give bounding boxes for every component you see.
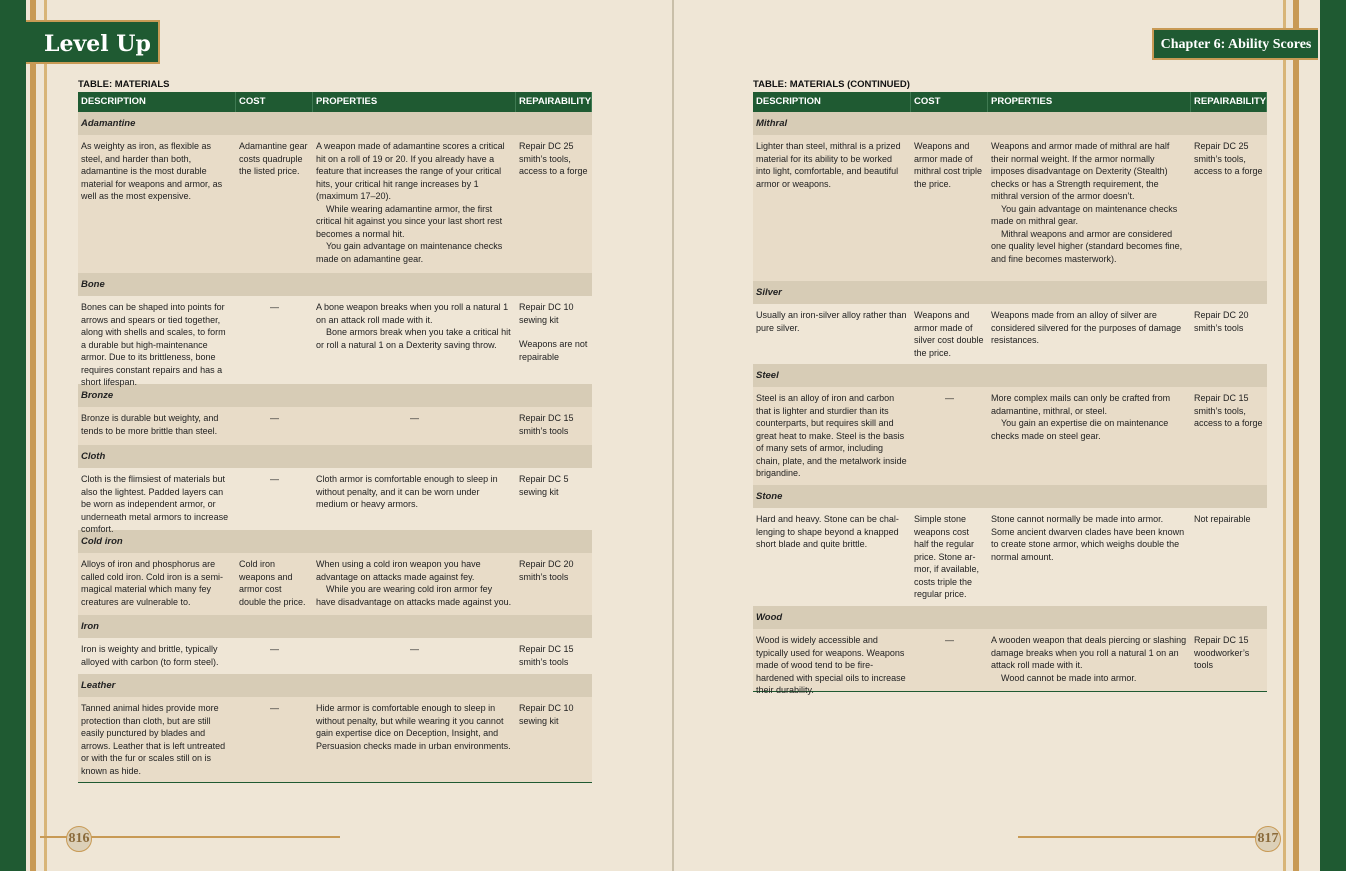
table-row bbox=[753, 508, 1267, 606]
table-header bbox=[78, 92, 592, 112]
description-cell: Wood is widely accessible and typically used for weapons. Weapons made of wood tend to be fire-hardened with special oils to increase their durability. bbox=[756, 635, 906, 695]
properties-paragraph: Weapons and armor made of mithral are half their normal weight. If the armor normally imposes disadvantage on Dexterity (Stealth) checks or has a Strength requirement, the mithral version of the armor doesn’t. bbox=[991, 141, 1170, 201]
cost-cell: Adamantine gear costs quadruple the listed price. bbox=[239, 141, 308, 176]
page-gutter bbox=[672, 0, 674, 871]
material-category: Mithral bbox=[753, 112, 1267, 135]
properties-paragraph: You gain advantage on maintenance checks made on adamantine gear. bbox=[316, 241, 503, 264]
cost-cell: Weapons and armor made of silver cost double the price. bbox=[914, 310, 984, 358]
repairability-cell bbox=[1191, 309, 1267, 359]
left-page-number: 816 bbox=[66, 826, 92, 852]
description-cell: Usually an iron-silver alloy rather than pure silver. bbox=[756, 310, 907, 333]
properties-paragraph: Mithral weapons and armor are considered one quality level higher (standard becomes fine, and fine becomes masterwork). bbox=[991, 228, 1183, 264]
repairability-paragraph: Repair DC 20 smith’s tools bbox=[1194, 310, 1249, 333]
material-category: Iron bbox=[78, 615, 592, 638]
materials-table-continued bbox=[753, 79, 1267, 695]
repairability-cell bbox=[516, 702, 592, 777]
properties-paragraph: Hide armor is comfortable enough to sleep in without penalty, but while wearing it you cannot gain expertise dice on Deception, Insight, and Persuasion checks made in urban environments. bbox=[316, 703, 511, 751]
table-row bbox=[78, 407, 592, 445]
right-page-number: 817 bbox=[1255, 826, 1281, 852]
material-category: Adamantine bbox=[78, 112, 592, 135]
material-category: Silver bbox=[753, 281, 1267, 304]
repairability-cell bbox=[516, 412, 592, 440]
properties-cell bbox=[313, 702, 516, 777]
repairability-paragraph: Repair DC 10 sewing kit bbox=[519, 703, 574, 726]
repairability-cell bbox=[1191, 513, 1267, 601]
cost-cell: — bbox=[270, 413, 279, 423]
repairability-paragraph: Weapons are not repairable bbox=[519, 339, 588, 362]
header-cost: COST bbox=[911, 92, 988, 112]
cost-cell: Simple stone weapons cost half the regular price. Stone ar-mor, if available, costs triple the regular price. bbox=[914, 514, 980, 599]
table-bottom-rule bbox=[78, 782, 592, 783]
properties-paragraph: — bbox=[410, 413, 419, 423]
properties-cell bbox=[988, 513, 1191, 601]
repairability-paragraph: Not repairable bbox=[1194, 514, 1251, 524]
repairability-paragraph: Repair DC 15 smith’s tools bbox=[519, 413, 574, 436]
properties-paragraph: A weapon made of adamantine scores a critical hit on a roll of 19 or 20. If you already have a feature that increases the range of your critical hits, your critical hit range increases by 1 (maximum 17–20). bbox=[316, 141, 505, 201]
cost-cell: Cold iron weapons and armor cost double the price. bbox=[239, 559, 306, 607]
description-cell: Iron is weighty and brittle, typically alloyed with carbon (to form steel). bbox=[81, 644, 219, 667]
header-properties: PROPERTIES bbox=[988, 92, 1191, 112]
repairability-cell bbox=[516, 140, 592, 268]
properties-cell bbox=[988, 140, 1191, 276]
properties-cell bbox=[988, 392, 1191, 480]
right-bottom-rule bbox=[1018, 836, 1258, 838]
cost-cell: — bbox=[270, 644, 279, 654]
properties-cell bbox=[313, 412, 516, 440]
repairability-paragraph: Repair DC 15 smith’s tools bbox=[519, 644, 574, 667]
description-cell: As weighty as iron, as flexible as steel, and harder than both, adamantine is the most durable material for weapons and armor, as well as the most expensive. bbox=[81, 141, 223, 201]
material-category: Bone bbox=[78, 273, 592, 296]
properties-paragraph: A wooden weapon that deals piercing or slashing damage breaks when you roll a natural 1 on an attack roll made with it. bbox=[991, 635, 1187, 670]
properties-paragraph: You gain an expertise die on maintenance checks made on steel gear. bbox=[991, 418, 1169, 441]
description-cell: Alloys of iron and phosphorus are called cold iron. Cold iron is a semi-magical material which many fey creatures are vulnerable to. bbox=[81, 559, 224, 607]
properties-paragraph: While you are wearing cold iron armor fey have disadvantage on attacks made against you. bbox=[316, 584, 512, 607]
header-description: DESCRIPTION bbox=[753, 92, 911, 112]
table-bottom-rule bbox=[753, 691, 1267, 692]
table-row bbox=[78, 638, 592, 674]
repairability-paragraph: Repair DC 10 sewing kit bbox=[519, 302, 574, 325]
description-cell: Hard and heavy. Stone can be chal-lenging to shape beyond a knapped short blade and quite brittle. bbox=[756, 514, 899, 549]
left-vine-border-inner bbox=[44, 0, 47, 871]
table-title: TABLE: MATERIALS (CONTINUED) bbox=[753, 79, 910, 90]
header-description: DESCRIPTION bbox=[78, 92, 236, 112]
repairability-cell bbox=[1191, 634, 1267, 686]
material-category: Stone bbox=[753, 485, 1267, 508]
properties-cell bbox=[313, 301, 516, 379]
properties-cell bbox=[313, 473, 516, 525]
description-cell: Bones can be shaped into points for arrows and spears or tied together, along with shells and scales, to form a durable but high-maintenance armor. Due to its brittleness, bone requires constant repairs and has a short lifespan. bbox=[81, 302, 226, 387]
description-cell: Cloth is the flimsiest of materials but also the lightest. Padded layers can be worn as independent armor, or underneath metal armors to increase comfort. bbox=[81, 474, 229, 534]
properties-paragraph: — bbox=[410, 644, 419, 654]
material-category: Wood bbox=[753, 606, 1267, 629]
description-cell: Steel is an alloy of iron and carbon that is lighter and sturdier than its counterparts, but requires skill and great heat to make. Steel is the basis of many sets of armor, including chain, plate, and the metalwork inside brigandine. bbox=[756, 393, 907, 478]
repairability-paragraph: Repair DC 5 sewing kit bbox=[519, 474, 569, 497]
properties-cell bbox=[313, 140, 516, 268]
table-title: TABLE: MATERIALS bbox=[78, 79, 170, 90]
description-cell: Bronze is durable but weighty, and tends to be more brittle than steel. bbox=[81, 413, 219, 436]
properties-paragraph: Weapons made from an alloy of silver are considered silvered for the purposes of damage resistances. bbox=[991, 310, 1182, 345]
cost-cell: — bbox=[945, 393, 954, 403]
table-row bbox=[78, 697, 592, 782]
table-row bbox=[78, 296, 592, 387]
description-cell: Lighter than steel, mithral is a prized material for its ability to be worked into light, comfortable, and beautiful armor or weapons. bbox=[756, 141, 901, 189]
book-title-banner: Level Up bbox=[26, 20, 160, 64]
repairability-cell bbox=[516, 473, 592, 525]
description-cell: Tanned animal hides provide more protection than cloth, but are still easily punctured by blades and arrows. Leather that is left untreated or with the fur or scales still on is known as hide. bbox=[81, 703, 226, 776]
properties-paragraph: Wood cannot be made into armor. bbox=[1001, 672, 1137, 683]
materials-table bbox=[78, 79, 592, 783]
table-row bbox=[78, 553, 592, 615]
properties-paragraph: Cloth armor is comfortable enough to sleep in without penalty, and it can be worn under medium or heavy armors. bbox=[316, 474, 498, 509]
chapter-title-banner: Chapter 6: Ability Scores bbox=[1152, 28, 1318, 60]
properties-cell bbox=[313, 643, 516, 669]
material-category: Leather bbox=[78, 674, 592, 697]
right-vine-border-inner bbox=[1283, 0, 1286, 871]
cost-cell: — bbox=[945, 635, 954, 645]
header-properties: PROPERTIES bbox=[313, 92, 516, 112]
repairability-cell bbox=[1191, 140, 1267, 276]
table-header bbox=[753, 92, 1267, 112]
repairability-cell bbox=[516, 558, 592, 610]
properties-paragraph: When using a cold iron weapon you have advantage on attacks made against fey. bbox=[316, 559, 481, 582]
cost-cell: — bbox=[270, 703, 279, 713]
header-repairability: REPAIRABILITY bbox=[516, 92, 592, 112]
properties-paragraph: While wearing adamantine armor, the first critical hit against you since your last short rest becomes a normal hit. bbox=[316, 203, 503, 239]
material-category: Cloth bbox=[78, 445, 592, 468]
properties-paragraph: Bone armors break when you take a critical hit or roll a natural 1 on a Dexterity saving throw. bbox=[316, 327, 511, 350]
table-row bbox=[753, 135, 1267, 281]
table-row bbox=[753, 304, 1267, 364]
repairability-cell bbox=[1191, 392, 1267, 480]
repairability-paragraph: Repair DC 15 smith’s tools, access to a forge bbox=[1194, 393, 1263, 428]
repairability-cell bbox=[516, 643, 592, 669]
table-row bbox=[78, 135, 592, 273]
cost-cell: Weapons and armor made of mithral cost triple the price. bbox=[914, 141, 983, 189]
repairability-cell bbox=[516, 301, 592, 379]
properties-paragraph: More complex mails can only be crafted from adamantine, mithral, or steel. bbox=[991, 393, 1171, 416]
properties-paragraph: You gain advantage on maintenance checks made on mithral gear. bbox=[991, 203, 1178, 226]
material-category: Steel bbox=[753, 364, 1267, 387]
properties-paragraph: A bone weapon breaks when you roll a natural 1 on an attack roll made with it. bbox=[316, 302, 509, 325]
right-vine-border bbox=[1293, 0, 1299, 871]
properties-cell bbox=[313, 558, 516, 610]
repairability-paragraph: Repair DC 20 smith’s tools bbox=[519, 559, 574, 582]
material-category: Cold iron bbox=[78, 530, 592, 553]
properties-cell bbox=[988, 634, 1191, 686]
table-row bbox=[78, 468, 592, 534]
header-repairability: REPAIRABILITY bbox=[1191, 92, 1267, 112]
cost-cell: — bbox=[270, 474, 279, 484]
cost-cell: — bbox=[270, 302, 279, 312]
header-cost: COST bbox=[236, 92, 313, 112]
material-category: Bronze bbox=[78, 384, 592, 407]
properties-paragraph: Stone cannot normally be made into armor. Some ancient dwarven clades have been known to create stone armor, which weighs double the normal amount. bbox=[991, 514, 1185, 562]
table-row bbox=[753, 629, 1267, 695]
properties-cell bbox=[988, 309, 1191, 359]
left-vine-border bbox=[30, 0, 36, 871]
repairability-paragraph: Repair DC 15 woodworker’s tools bbox=[1194, 635, 1250, 670]
repairability-paragraph: Repair DC 25 smith’s tools, access to a forge bbox=[1194, 141, 1263, 176]
repairability-paragraph: Repair DC 25 smith’s tools, access to a forge bbox=[519, 141, 588, 176]
table-row bbox=[753, 387, 1267, 485]
